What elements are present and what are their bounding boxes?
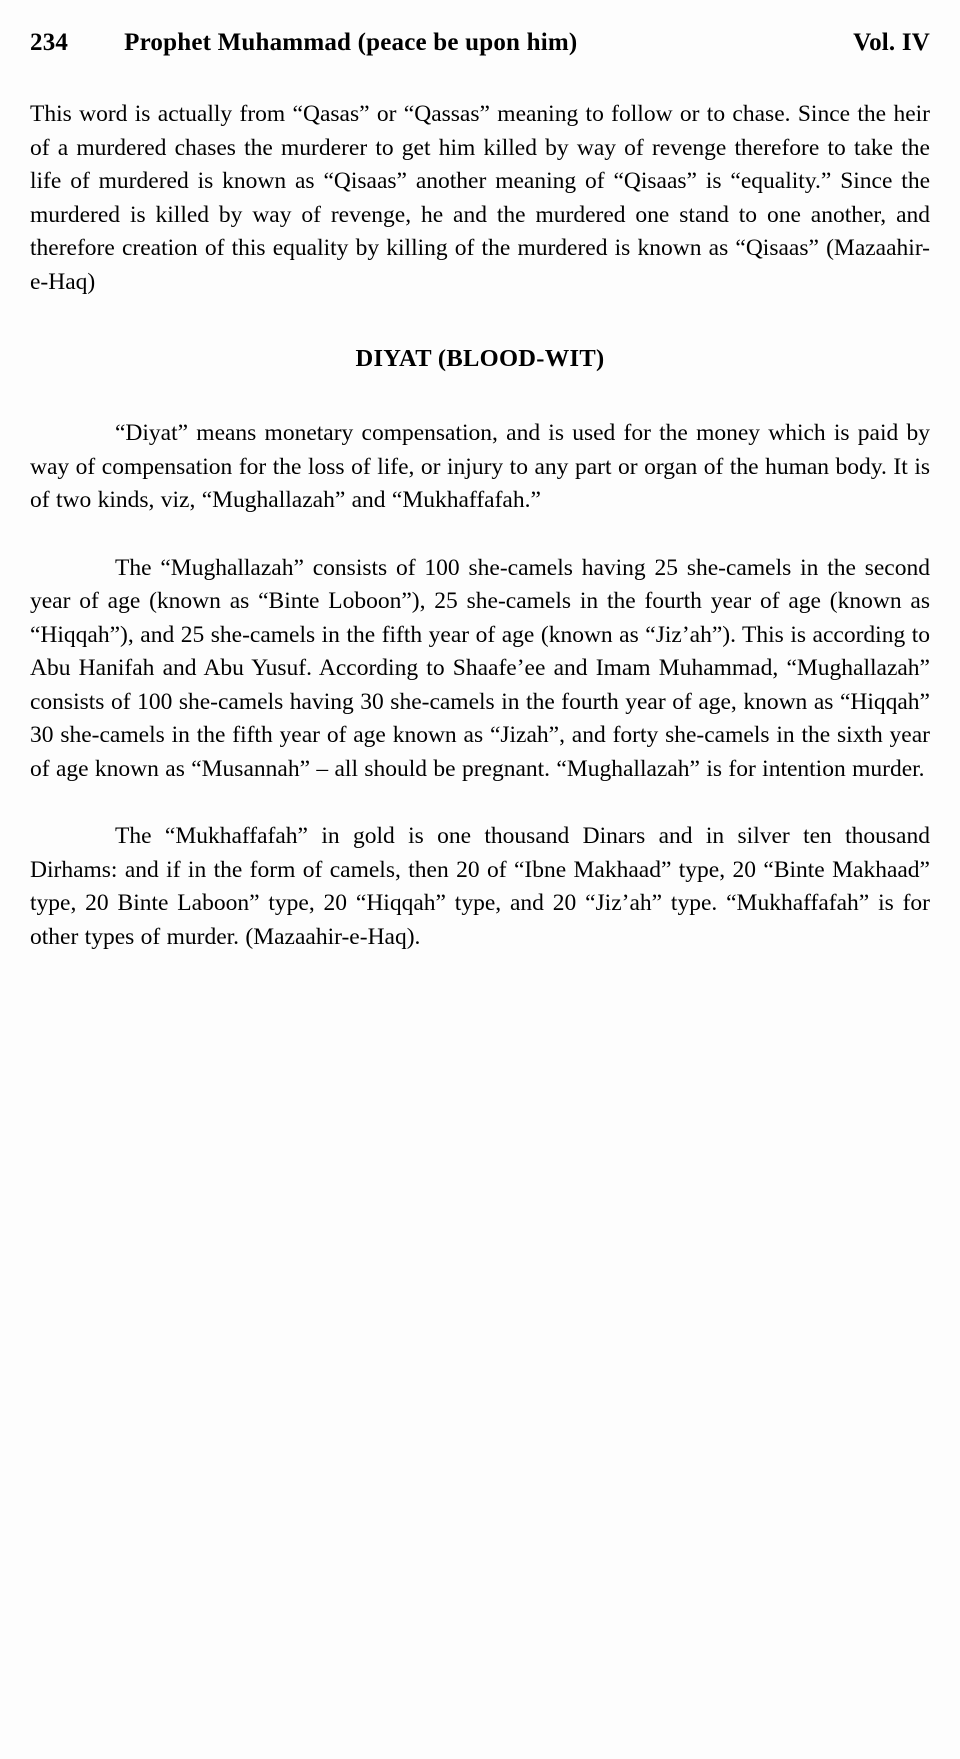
paragraph-diyat-definition: “Diyat” means monetary compensation, and is used for the money which is paid by way of compensation for the loss of life, or injury to any part or organ of the human body. It is of two kinds, viz, “Mughallazah” and “Mukhaffafah.” [30,420,930,513]
paragraph-mughallazah: The “Mughallazah” consists of 100 she-camels having 25 she-camels in the second year of age (known as “Binte Loboon”), 25 she-camels in the fourth year of age (known as “Hiqqah”), and 25 she-camels in the fifth year of age (known as “Jiz’ah”). This is according to Abu Hanifah and Abu Yusuf. According to Shaafe’ee and Imam Muhammad, “Mughallazah” consists of 100 she-camels having 30 she-camels in the fourth year of age, known as “Hiqqah” 30 she-camels in the fifth year of age known as “Jizah”, and forty she-camels in the sixth year of age known as “Musannah” – all should be pregnant. “Mughallazah” is for intention murder. [30,554,930,782]
paragraph-mukhaffafah: The “Mukhaffafah” in gold is one thousand Dinars and in silver ten thousand Dirhams: and if in the form of camels, then 20 of “Ibne Makhaad” type, 20 “Binte Makhaad” type, 20 Binte Laboon” type, 20 “Hiqqah” type, and 20 “Jiz’ah” type. “Mukhaffafah” is for other types of murder. (Mazaahir-e-Haq). [30,823,930,950]
book-title: Prophet Muhammad (peace be upon him) [124,29,578,56]
volume-label: Vol. IV [853,29,930,56]
page-number: 234 [30,29,69,56]
paragraph-qisaas: This word is actually from “Qasas” or “Qassas” meaning to follow or to chase. Since the heir of a murdered chases the murderer to get him killed by way of revenge therefore to take the life of murdered is known as “Qisaas” another meaning of “Qisaas” is “equality.” Since the murdered is killed by way of revenge, he and the murdered one stand to one another, and therefore creation of this equality by killing of the murdered is known as “Qisaas” (Mazaahir-e-Haq) [30,101,930,295]
section-heading-diyat: DIYAT (BLOOD-WIT) [355,345,605,372]
page-header [30,28,930,58]
